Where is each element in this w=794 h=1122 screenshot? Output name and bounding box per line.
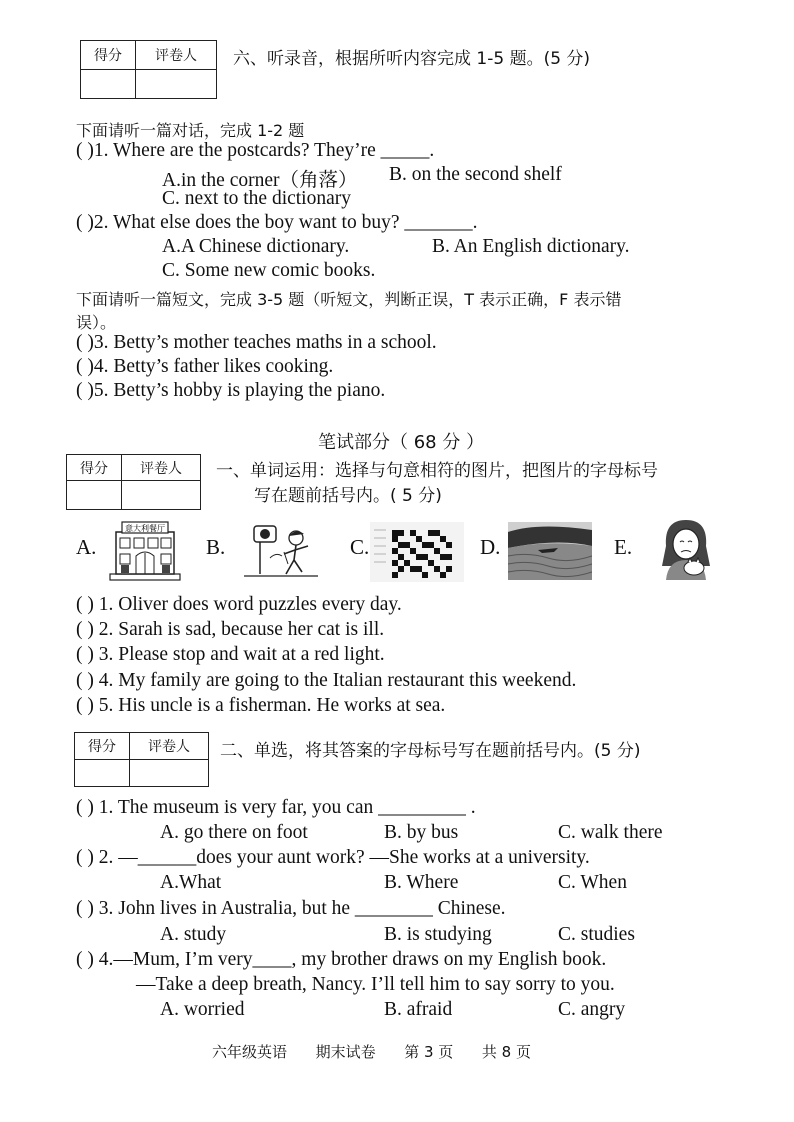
question-s3: ( ) 3. John lives in Australia, but he ________ Chinese. [76, 898, 506, 919]
question-l3: ( )3. Betty’s mother teaches maths in a school. [76, 332, 437, 353]
traffic-light-picture [240, 522, 322, 582]
part2-title: 二、单选，将其答案的字母标号写在题前括号内。(5 分) [220, 741, 641, 761]
question-l2: ( )2. What else does the boy want to buy? _______. [76, 212, 478, 233]
score-label: 得分 [67, 455, 122, 481]
question-w5: ( ) 5. His uncle is a fisherman. He works at sea. [76, 695, 446, 716]
reviewer-label: 评卷人 [122, 455, 201, 481]
passage-instruction-line1: 下面请听一篇短文，完成 3-5 题（听短文，判断正误，T 表示正确，F 表示错 [76, 290, 622, 309]
question-s1: ( ) 1. The museum is very far, you can _________ . [76, 797, 476, 818]
dialogue-instruction: 下面请听一篇对话，完成 1-2 题 [76, 121, 305, 140]
reviewer-label: 评卷人 [130, 733, 209, 760]
part1-title-line2: 写在题前括号内。( 5 分) [254, 486, 442, 506]
question-s4-line2: —Take a deep breath, Nancy. I’ll tell him to say sorry to you. [136, 974, 615, 995]
reviewer-label: 评卷人 [136, 41, 217, 70]
option-s1-a: A. go there on foot [160, 822, 308, 843]
sad-girl-picture [656, 516, 714, 582]
score-cell[interactable] [67, 481, 122, 510]
question-s4: ( ) 4.—Mum, I’m very____, my brother draws on my English book. [76, 949, 607, 970]
option-s3-b: B. is studying [384, 924, 492, 945]
option-l2-c: C. Some new comic books. [162, 260, 376, 281]
reviewer-cell[interactable] [122, 481, 201, 510]
question-w2: ( ) 2. Sarah is sad, because her cat is ill. [76, 619, 385, 640]
score-cell[interactable] [81, 70, 136, 99]
option-s3-c: C. studies [558, 924, 635, 945]
option-s1-b: B. by bus [384, 822, 459, 843]
option-l1-a: A.in the corner（角落） [162, 170, 358, 191]
option-s4-c: C. angry [558, 999, 626, 1020]
sea-picture [508, 522, 592, 580]
option-l2-a: A.A Chinese dictionary. [162, 236, 350, 257]
score-box-part1 [66, 454, 201, 510]
question-w3: ( ) 3. Please stop and wait at a red light. [76, 644, 385, 665]
pic-label-a: A. [76, 535, 97, 559]
question-w1: ( ) 1. Oliver does word puzzles every day. [76, 594, 402, 615]
written-section-title: 笔试部分（ 68 分 ） [318, 432, 485, 453]
option-s4-b: B. afraid [384, 999, 453, 1020]
pic-label-b: B. [206, 535, 226, 559]
pic-label-e: E. [614, 535, 633, 559]
score-label: 得分 [75, 733, 130, 760]
option-l1-c: C. next to the dictionary [162, 188, 352, 209]
option-s2-b: B. Where [384, 872, 459, 893]
score-cell[interactable] [75, 760, 130, 787]
listening-section-title: 六、听录音，根据所听内容完成 1-5 题。(5 分) [233, 49, 591, 69]
passage-instruction-line2: 误）。 [76, 313, 117, 332]
option-s2-a: A.What [160, 872, 222, 893]
part1-title-line1: 一、单词运用：选择与句意相符的图片，把图片的字母标号 [216, 461, 658, 481]
pic-label-c: C. [350, 535, 370, 559]
question-l5: ( )5. Betty’s hobby is playing the piano. [76, 380, 386, 401]
question-s2: ( ) 2. —______does your aunt work? —She works at a university. [76, 847, 590, 868]
reviewer-cell[interactable] [130, 760, 209, 787]
option-s3-a: A. study [160, 924, 227, 945]
option-l1-b: B. on the second shelf [389, 164, 562, 185]
score-label: 得分 [81, 41, 136, 70]
restaurant-picture [108, 518, 182, 582]
score-box-listening [80, 40, 217, 99]
question-l4: ( )4. Betty’s father likes cooking. [76, 356, 334, 377]
reviewer-cell[interactable] [136, 70, 217, 99]
option-s1-c: C. walk there [558, 822, 663, 843]
page-footer: 六年级英语 期末试卷 第 3 页 共 8 页 [212, 1043, 531, 1061]
option-l2-b: B. An English dictionary. [432, 236, 630, 257]
option-s2-c: C. When [558, 872, 627, 893]
question-w4: ( ) 4. My family are going to the Italian restaurant this weekend. [76, 670, 577, 691]
restaurant-sign-text: 意大利餐厅 [125, 524, 165, 533]
score-box-part2 [74, 732, 209, 787]
pic-label-d: D. [480, 535, 501, 559]
word-puzzle-picture [370, 522, 464, 582]
question-l1: ( )1. Where are the postcards? They’re _____. [76, 140, 435, 161]
option-s4-a: A. worried [160, 999, 245, 1020]
